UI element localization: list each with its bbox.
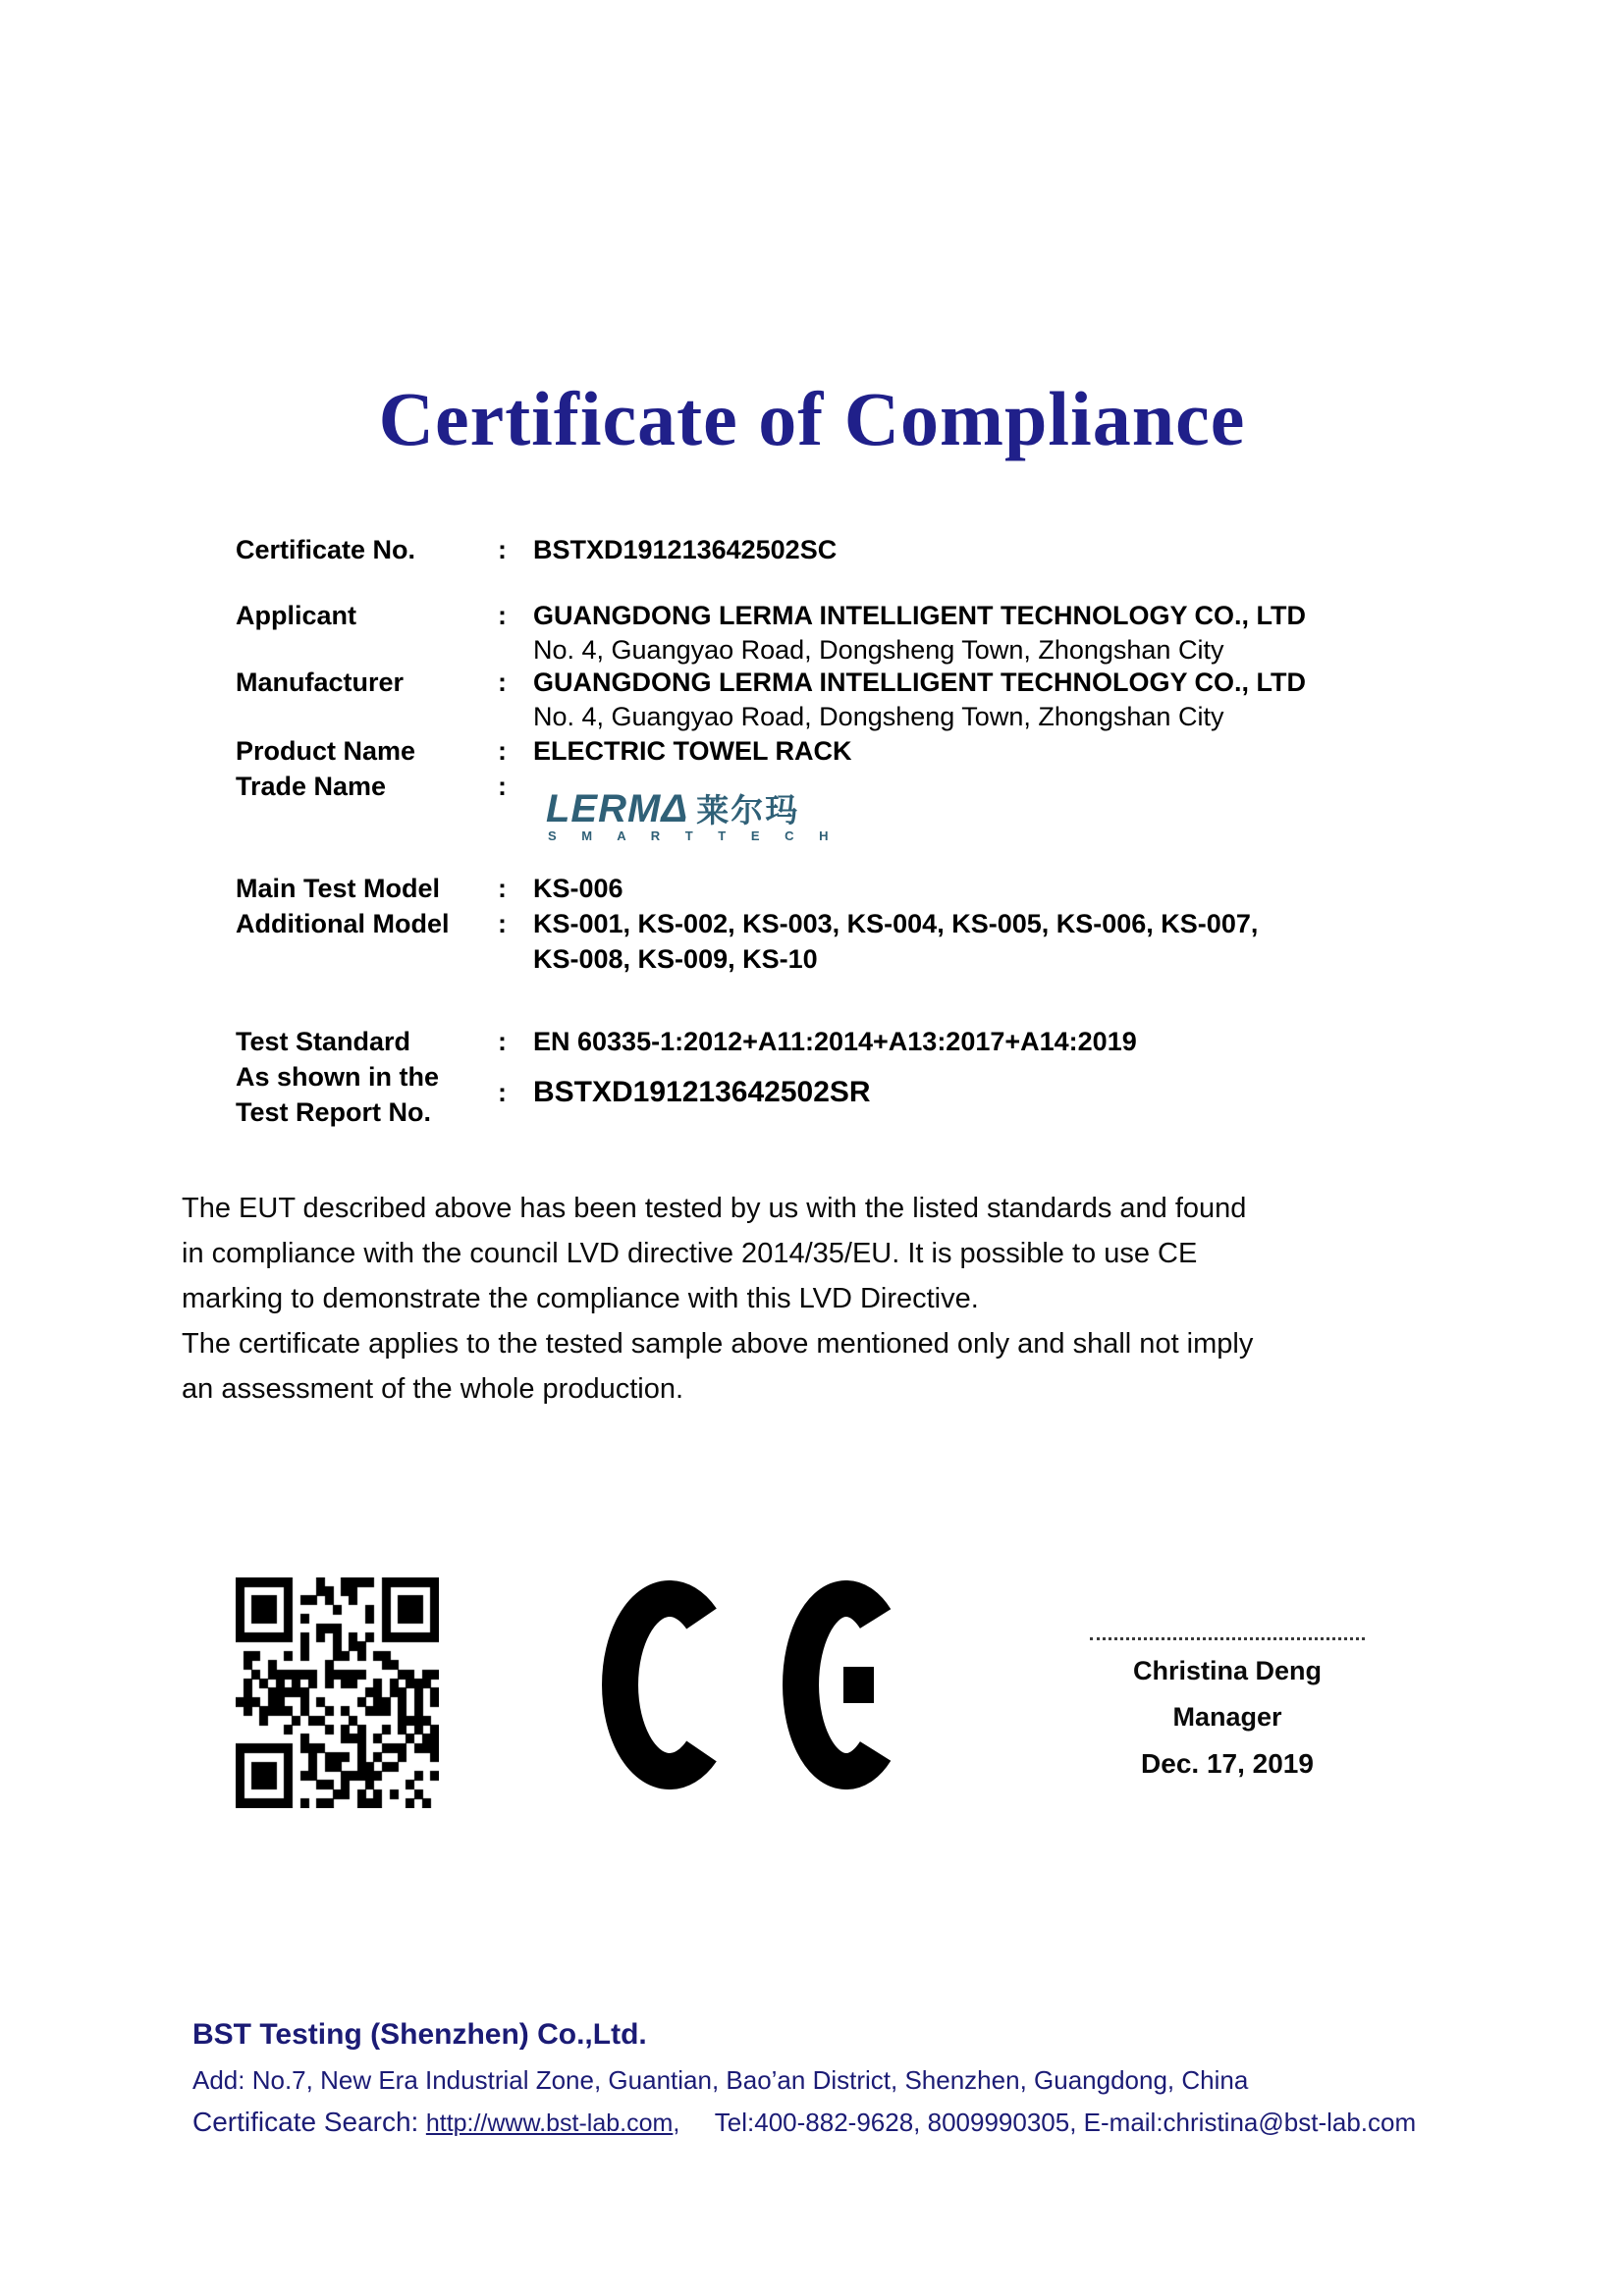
manufacturer-colon: :	[498, 667, 507, 697]
additional-model-label: Additional Model	[236, 909, 450, 938]
lerma-logo-wordmark: LERMΔ	[546, 787, 689, 830]
applicant-colon: :	[498, 601, 507, 630]
product-name-value: ELECTRIC TOWEL RACK	[533, 736, 852, 766]
signatory-name: Christina Deng	[1132, 1656, 1323, 1685]
lerma-logo	[546, 785, 799, 831]
applicant-value: GUANGDONG LERMA INTELLIGENT TECHNOLOGY CO., LTD	[533, 601, 1306, 630]
statement-line-5: an assessment of the whole production.	[182, 1373, 684, 1405]
test-standard-label: Test Standard	[236, 1027, 411, 1056]
footer-contact-line	[192, 2107, 1416, 2138]
test-standard-label-line2: As shown in the	[236, 1062, 440, 1092]
certificate-search-label: Certificate Search:	[192, 2107, 419, 2137]
applicant-label: Applicant	[236, 601, 357, 630]
issuer-address: Add: No.7, New Era Industrial Zone, Guantian, Bao’an District, Shenzhen, Guangdong, China	[192, 2065, 1249, 2095]
signature-block	[1075, 1637, 1380, 1780]
trade-name-label: Trade Name	[236, 772, 387, 801]
ce-mark-icon	[602, 1580, 893, 1789]
manufacturer-address: No. 4, Guangyao Road, Dongsheng Town, Zhongshan City	[533, 702, 1224, 731]
manufacturer-value: GUANGDONG LERMA INTELLIGENT TECHNOLOGY CO., LTD	[533, 667, 1306, 697]
test-report-colon: :	[498, 1078, 507, 1107]
test-standard-value: EN 60335-1:2012+A11:2014+A13:2017+A14:2019	[533, 1027, 1137, 1056]
statement-line-1: The EUT described above has been tested by us with the listed standards and found	[182, 1193, 1247, 1224]
main-test-model-value: KS-006	[533, 874, 623, 903]
certificate-search-link[interactable]: http://www.bst-lab.com	[425, 2109, 674, 2137]
main-test-model-label: Main Test Model	[236, 874, 441, 903]
manufacturer-label: Manufacturer	[236, 667, 405, 697]
trade-name-colon: :	[498, 772, 507, 801]
test-standard-colon: :	[498, 1027, 507, 1056]
main-test-model-colon: :	[498, 874, 507, 903]
page-title: Certificate of Compliance	[378, 376, 1246, 461]
url-suffix: ,	[673, 2109, 680, 2137]
applicant-address: No. 4, Guangyao Road, Dongsheng Town, Zhongshan City	[533, 635, 1224, 665]
lerma-logo-chinese: 莱尔玛	[696, 792, 800, 828]
additional-model-value-line2: KS-008, KS-009, KS-10	[533, 944, 818, 974]
certificate-no-label: Certificate No.	[236, 535, 416, 564]
signature-dotted-line	[1090, 1637, 1365, 1640]
issuer-contact-info: Tel:400-882-9628, 8009990305, E-mail:christina@bst-lab.com	[714, 2108, 1417, 2137]
statement-line-2: in compliance with the council LVD directive 2014/35/EU. It is possible to use CE	[182, 1238, 1198, 1269]
statement-line-4: The certificate applies to the tested sample above mentioned only and shall not imply	[182, 1328, 1254, 1360]
test-report-value: BSTXD191213642502SR	[533, 1076, 871, 1108]
additional-model-colon: :	[498, 909, 507, 938]
product-name-label: Product Name	[236, 736, 416, 766]
certificate-no-colon: :	[498, 535, 507, 564]
additional-model-value-line1: KS-001, KS-002, KS-003, KS-004, KS-005, KS-006, KS-007,	[533, 909, 1259, 938]
qr-code	[236, 1577, 439, 1808]
test-report-no-label: Test Report No.	[236, 1097, 432, 1127]
issuer-company-name: BST Testing (Shenzhen) Co.,Ltd.	[192, 2018, 647, 2051]
signature-date: Dec. 17, 2019	[1141, 1748, 1314, 1779]
statement-line-3: marking to demonstrate the compliance with this LVD Directive.	[182, 1283, 979, 1314]
product-name-colon: :	[498, 736, 507, 766]
signatory-title: Manager	[1172, 1702, 1282, 1732]
certificate-no-value: BSTXD191213642502SC	[533, 535, 838, 564]
lerma-logo-subtext: S M A R T T E C H	[548, 828, 839, 843]
